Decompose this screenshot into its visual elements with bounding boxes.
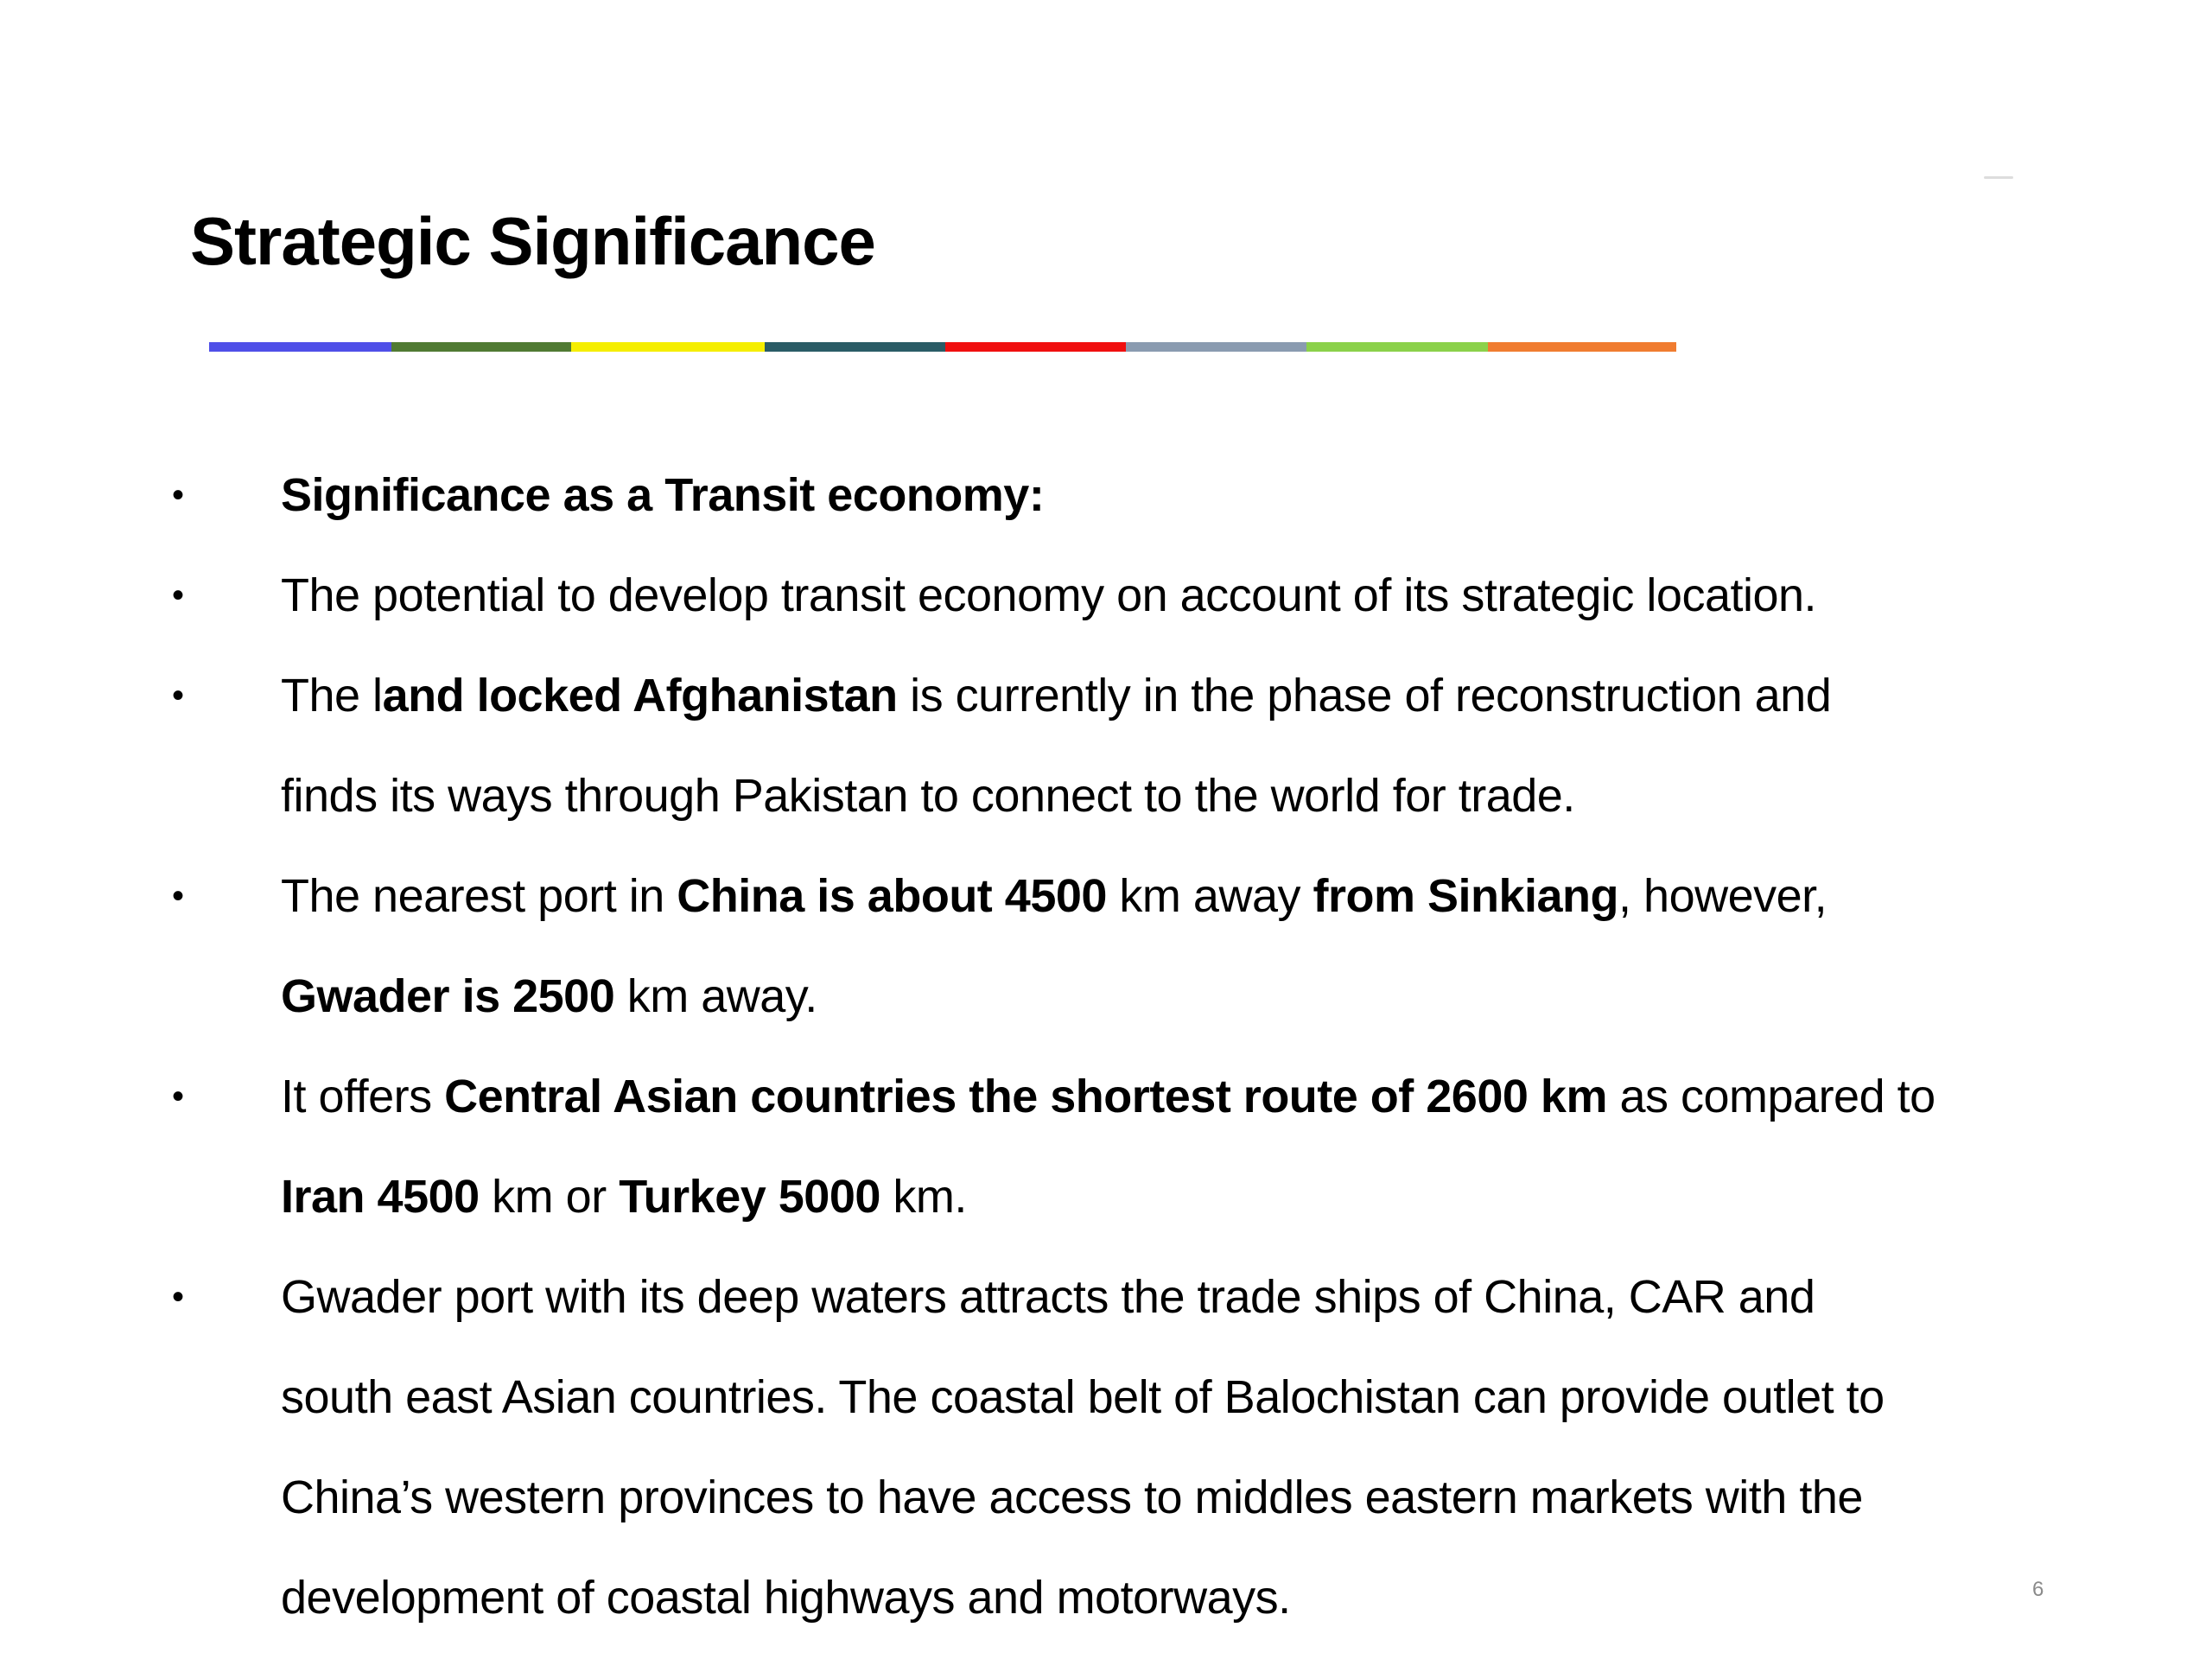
bullet-list — [0, 445, 2212, 1648]
bold-text: Gwader is 2500 — [281, 970, 615, 1022]
bullet-dot-icon: • — [171, 1278, 184, 1316]
divider-segment-yellow — [571, 342, 765, 352]
text: km away. — [614, 970, 817, 1022]
bullet-line — [281, 545, 2212, 645]
bullet-dot-icon: • — [171, 576, 184, 614]
text: The potential to develop transit economy on account of its strategic location. — [281, 569, 1817, 621]
divider-segment-blue — [209, 342, 391, 352]
text: as compared to — [1606, 1071, 1936, 1122]
bullet-continuation-line — [281, 1147, 2212, 1247]
text: It offers — [281, 1071, 445, 1122]
bullet-item — [0, 545, 2212, 645]
text: km or — [479, 1171, 620, 1223]
text: The l — [281, 670, 383, 721]
text: , however, — [1618, 870, 1827, 922]
bullet-item — [0, 645, 2212, 846]
bullet-dot-icon: • — [171, 476, 184, 514]
bullet-dot-icon: • — [171, 677, 184, 715]
bullet-dot-icon: • — [171, 877, 184, 915]
bold-text: Turkey 5000 — [619, 1171, 880, 1223]
corner-mark — [1984, 176, 2013, 179]
text: The nearest port in — [281, 870, 677, 922]
bold-text: Significance as a Transit economy: — [281, 469, 1045, 521]
bullet-line — [281, 1247, 2212, 1347]
divider-segment-orange — [1488, 342, 1676, 352]
bullet-line — [281, 445, 2212, 545]
bullet-item — [0, 846, 2212, 1046]
slide-title: Strategic Significance — [190, 203, 875, 279]
page-number: 6 — [2032, 1578, 2044, 1601]
text: China’s western provinces to have access to middles eastern markets with the — [281, 1471, 1863, 1523]
bullet-line — [281, 645, 2212, 746]
title-color-divider — [209, 342, 1676, 352]
bold-text: China is about 4500 — [677, 870, 1107, 922]
text: is currently in the phase of reconstruction and — [897, 670, 1832, 721]
divider-segment-dark-green — [391, 342, 571, 352]
bullet-continuation-line — [281, 1548, 2212, 1648]
bullet-line — [281, 846, 2212, 946]
text: km. — [880, 1171, 967, 1223]
bullet-item — [0, 1247, 2212, 1648]
bullet-continuation-line — [281, 746, 2212, 846]
text: Gwader port with its deep waters attracts the trade ships of China, CAR and — [281, 1271, 1815, 1323]
bullet-item — [0, 1046, 2212, 1247]
divider-segment-teal — [765, 342, 945, 352]
bullet-line — [281, 1046, 2212, 1147]
text: km away — [1106, 870, 1313, 922]
bullet-continuation-line — [281, 1347, 2212, 1447]
bold-text: from Sinkiang — [1313, 870, 1619, 922]
bullet-item — [0, 445, 2212, 545]
divider-segment-red — [945, 342, 1126, 352]
divider-segment-gray-blue — [1126, 342, 1306, 352]
divider-segment-light-green — [1306, 342, 1488, 352]
bold-text: Central Asian countries the shortest route of 2600 km — [444, 1071, 1607, 1122]
bullet-continuation-line — [281, 1447, 2212, 1548]
text: development of coastal highways and motorways. — [281, 1572, 1291, 1624]
bullet-dot-icon: • — [171, 1077, 184, 1116]
bold-text: and locked Afghanistan — [382, 670, 898, 721]
text: south east Asian countries. The coastal belt of Balochistan can provide outlet to — [281, 1371, 1885, 1423]
bold-text: Iran 4500 — [281, 1171, 480, 1223]
bullet-continuation-line — [281, 946, 2212, 1046]
text: finds its ways through Pakistan to connect to the world for trade. — [281, 770, 1575, 822]
